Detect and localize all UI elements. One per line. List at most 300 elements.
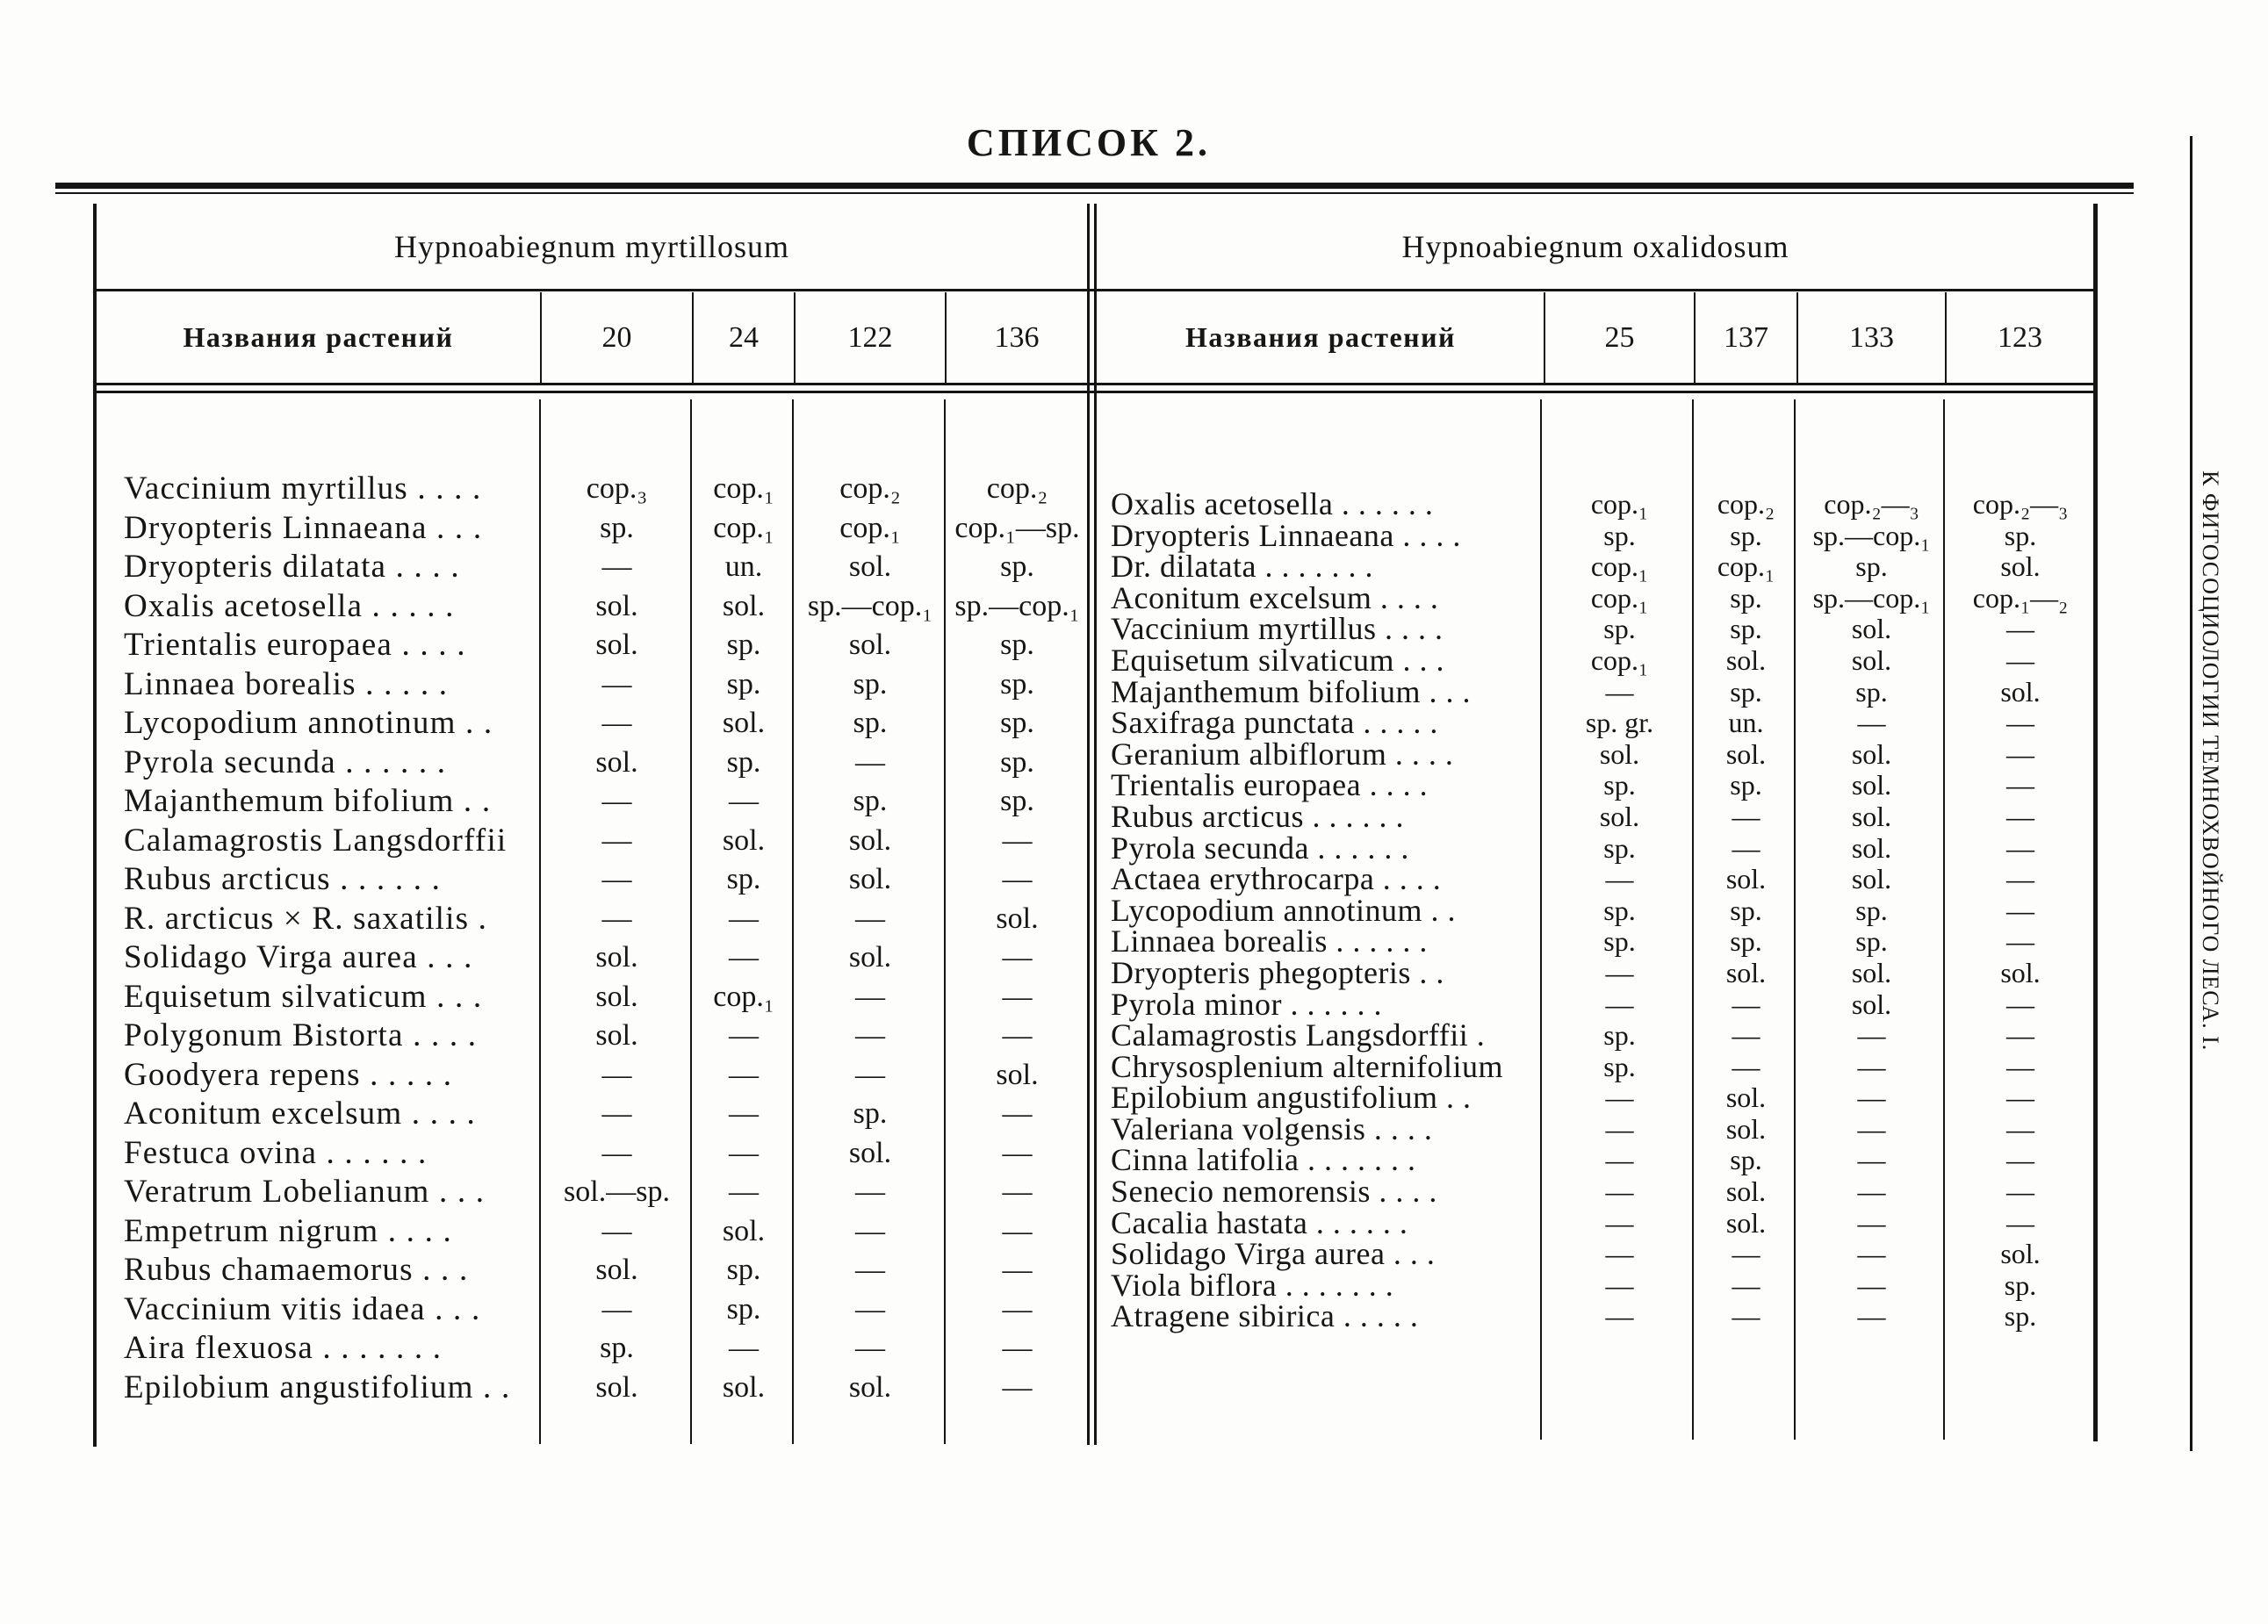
abundance-value: — xyxy=(601,550,632,583)
abundance-value: sp. xyxy=(1855,894,1888,926)
abundance-value: sp.—cop.₁ xyxy=(807,589,933,622)
table-row xyxy=(95,1212,1089,1252)
abundance-value: sp. xyxy=(600,511,634,544)
plant-name: Oxalis acetosella . . . . . xyxy=(124,587,455,624)
abundance-value: — xyxy=(2006,863,2034,895)
plot-number-header: 137 xyxy=(1724,320,1768,354)
abundance-value: sp. xyxy=(726,1254,761,1286)
plant-name: Actaea erythrocarpa . . . . xyxy=(1111,861,1442,897)
plant-name: Geranium albiflorum . . . . xyxy=(1111,736,1454,772)
table-row xyxy=(95,900,1089,939)
abundance-value: — xyxy=(729,1097,759,1130)
abundance-value: cop.₁ xyxy=(1590,488,1649,520)
abundance-value: — xyxy=(1002,863,1033,895)
abundance-value: sp. xyxy=(1603,1050,1636,1082)
abundance-value: sol. xyxy=(1851,613,1892,645)
table-row xyxy=(1098,892,2095,928)
table-row xyxy=(95,1017,1089,1056)
abundance-value: sp. xyxy=(1730,519,1762,551)
abundance-value: sp. xyxy=(1855,550,1888,583)
abundance-value: — xyxy=(1732,831,1760,864)
abundance-value: sp. xyxy=(853,785,888,817)
abundance-value: — xyxy=(1732,800,1760,832)
plant-name: Epilobium angustifolium . . xyxy=(1111,1080,1472,1116)
table-row xyxy=(95,509,1089,549)
abundance-value: — xyxy=(1002,1370,1033,1404)
table-row xyxy=(95,548,1089,587)
abundance-value: sp. xyxy=(1730,894,1762,926)
abundance-value: sp.—cop.₁ xyxy=(954,589,1080,622)
plant-name: Calamagrostis Langsdorffii xyxy=(124,822,508,859)
plant-name: Viola biflora . . . . . . . xyxy=(1111,1267,1394,1303)
table-row xyxy=(95,1369,1089,1408)
abundance-value: cop.₂—₃ xyxy=(1824,488,1919,520)
table-row xyxy=(1098,1204,2095,1240)
table-row xyxy=(95,744,1089,783)
table-row xyxy=(1098,1142,2095,1178)
abundance-value: — xyxy=(1605,1112,1634,1145)
abundance-value: sp. xyxy=(1000,707,1034,739)
plant-name: Lycopodium annotinum . . xyxy=(1111,892,1456,928)
abundance-value: — xyxy=(2006,769,2034,801)
plant-name: Solidago Virga aurea . . . xyxy=(1111,1236,1436,1272)
abundance-value: — xyxy=(729,1175,759,1208)
plant-name: Linnaea borealis . . . . . . xyxy=(1111,923,1428,959)
abundance-value: sol. xyxy=(595,629,638,661)
abundance-value: — xyxy=(1002,980,1033,1013)
abundance-value: — xyxy=(2006,800,2034,832)
abundance-value: sp. xyxy=(1000,629,1034,661)
table-row xyxy=(1098,830,2095,866)
table-row xyxy=(95,704,1089,744)
table-row xyxy=(1098,736,2095,772)
abundance-value: cop.₁—sp. xyxy=(954,511,1080,544)
abundance-value: — xyxy=(1002,1136,1033,1169)
abundance-value: — xyxy=(601,1058,632,1091)
abundance-value: sp. xyxy=(1000,785,1034,817)
plant-name: Atragene sibirica . . . . . xyxy=(1111,1298,1419,1334)
abundance-value: sol. xyxy=(1725,1206,1767,1239)
abundance-value: — xyxy=(1605,1206,1634,1239)
abundance-value: sol. xyxy=(1851,988,1892,1020)
abundance-value: cop.₁ xyxy=(1590,643,1649,676)
abundance-value: — xyxy=(1002,941,1033,974)
plot-number-header: 24 xyxy=(729,320,759,354)
abundance-value: — xyxy=(601,1214,632,1247)
plant-name: Saxifraga punctata . . . . . xyxy=(1111,705,1438,741)
abundance-value: — xyxy=(601,1097,632,1130)
abundance-value: sol. xyxy=(848,863,892,895)
plot-number-header: 133 xyxy=(1849,320,1894,354)
page-title: СПИСОК 2. xyxy=(966,121,1212,164)
table-row xyxy=(1098,1048,2095,1084)
table-row xyxy=(95,1251,1089,1290)
abundance-value: — xyxy=(1002,1214,1033,1247)
abundance-value: — xyxy=(2006,831,2034,864)
top-rule-thick xyxy=(55,183,2134,189)
abundance-value: — xyxy=(729,941,759,974)
abundance-value: — xyxy=(2006,894,2034,926)
abundance-value: — xyxy=(601,863,632,895)
plant-name: Vaccinium myrtillus . . . . xyxy=(124,471,482,507)
plant-name: Calamagrostis Langsdorffii . xyxy=(1111,1017,1486,1053)
abundance-value: sol. xyxy=(1725,1081,1767,1114)
abundance-value: — xyxy=(1002,1254,1033,1286)
abundance-value: — xyxy=(1732,1238,1760,1270)
plant-name: Lycopodium annotinum . . xyxy=(124,705,493,741)
abundance-value: sol. xyxy=(1599,737,1640,770)
plant-name: Equisetum silvaticum . . . xyxy=(124,978,483,1015)
plant-name: Vaccinium myrtillus . . . . xyxy=(1111,611,1444,647)
table-row xyxy=(95,1095,1089,1134)
abundance-value: sol. xyxy=(2000,675,2041,708)
plant-name: Cinna latifolia . . . . . . . xyxy=(1111,1142,1416,1178)
abundance-value: sol. xyxy=(1725,863,1767,895)
plant-name: Vaccinium vitis idaea . . . xyxy=(124,1290,481,1327)
abundance-value: un. xyxy=(1728,707,1764,739)
abundance-value: — xyxy=(1732,1019,1760,1052)
abundance-value: sp. xyxy=(1730,769,1762,801)
abundance-value: — xyxy=(1857,1238,1886,1270)
plant-names-header: Названия растений xyxy=(183,321,454,353)
table-row xyxy=(1098,486,2095,521)
abundance-value: sol. xyxy=(848,1370,892,1404)
abundance-value: — xyxy=(1732,1268,1760,1301)
table-row xyxy=(95,1173,1089,1212)
abundance-value: sp. xyxy=(726,745,761,779)
abundance-value: cop.₂ xyxy=(839,472,901,505)
plant-name: Festuca ovina . . . . . . xyxy=(124,1134,428,1171)
table-row xyxy=(95,1290,1089,1330)
plant-name: Equisetum silvaticum . . . xyxy=(1111,642,1444,678)
plot-number-header: 20 xyxy=(601,320,632,354)
table-row xyxy=(95,782,1089,822)
table-row xyxy=(1098,517,2095,553)
abundance-value: sp.—cop.₁ xyxy=(1812,519,1931,551)
abundance-value: sol. xyxy=(1725,643,1767,676)
abundance-value: — xyxy=(601,1292,632,1326)
abundance-value: cop.₂—₃ xyxy=(1972,488,2069,520)
table-row xyxy=(1098,1017,2095,1053)
abundance-value: sp. xyxy=(726,1292,761,1326)
table-row xyxy=(1098,1298,2095,1334)
abundance-value: — xyxy=(2006,1175,2034,1208)
table-row xyxy=(1098,767,2095,803)
abundance-value: — xyxy=(855,1175,885,1208)
header-rule xyxy=(95,289,2097,291)
abundance-value: sol. xyxy=(848,941,892,974)
abundance-value: sol. xyxy=(848,823,892,857)
abundance-value: — xyxy=(2006,1050,2034,1082)
plot-number-header: 123 xyxy=(1998,320,2042,354)
abundance-value: sp. gr. xyxy=(1585,707,1654,739)
table-row xyxy=(1098,1176,2095,1208)
abundance-value: — xyxy=(1857,1081,1886,1114)
table-row xyxy=(1098,923,2095,959)
abundance-value: sol. xyxy=(595,980,638,1013)
abundance-value: sol. xyxy=(595,1019,638,1052)
abundance-value: sol. xyxy=(595,941,638,974)
abundance-value: — xyxy=(601,667,632,701)
abundance-value: sol. xyxy=(722,1370,766,1404)
running-head-rule xyxy=(2190,136,2192,1451)
abundance-value: — xyxy=(1605,1175,1634,1208)
abundance-value: — xyxy=(729,1058,759,1091)
abundance-value: sp. xyxy=(1855,925,1888,958)
abundance-value: sol. xyxy=(1851,643,1892,676)
abundance-value: sol. xyxy=(1851,800,1892,832)
table-row xyxy=(95,860,1089,900)
plant-name: Rubus chamaemorus . . . xyxy=(124,1252,469,1288)
abundance-value: — xyxy=(1857,1175,1886,1208)
table-row xyxy=(1098,705,2095,741)
abundance-value: — xyxy=(729,785,759,817)
abundance-value: sol. xyxy=(2000,550,2041,583)
abundance-value: sp. xyxy=(1730,613,1762,645)
abundance-value: — xyxy=(1732,988,1760,1020)
abundance-value: — xyxy=(1857,707,1886,739)
plant-name: Goodyera repens . . . . . xyxy=(124,1056,453,1093)
abundance-value: sol. xyxy=(848,1136,892,1169)
abundance-value: cop.₁ xyxy=(713,511,774,544)
table-row xyxy=(95,978,1089,1017)
abundance-value: — xyxy=(729,902,759,935)
table-row xyxy=(1098,642,2095,678)
abundance-value: — xyxy=(1605,1300,1634,1333)
table-row xyxy=(95,938,1089,978)
abundance-value: sol. xyxy=(595,1254,638,1286)
table-row xyxy=(1098,798,2095,834)
table-row xyxy=(95,587,1089,627)
abundance-value: sol. xyxy=(1725,737,1767,770)
abundance-value: cop.₁ xyxy=(839,511,901,544)
plant-name: Trientalis europaea . . . . xyxy=(124,627,466,663)
abundance-value: sp. xyxy=(1730,1144,1762,1176)
abundance-value: cop.₁ xyxy=(1717,550,1775,583)
abundance-value: sol. xyxy=(595,1370,638,1404)
abundance-value: — xyxy=(855,1019,885,1052)
plant-name: Pyrola minor . . . . . . xyxy=(1111,986,1382,1022)
abundance-value: — xyxy=(1605,863,1634,895)
abundance-value: — xyxy=(601,823,632,857)
abundance-value: sp. xyxy=(2004,1300,2037,1333)
plant-name: Cacalia hastata . . . . . . xyxy=(1111,1204,1408,1240)
plot-number-header: 122 xyxy=(847,320,893,354)
table-row xyxy=(1098,1236,2095,1272)
table-row xyxy=(95,626,1089,665)
plot-number-header: 136 xyxy=(994,320,1040,354)
abundance-value: sol. xyxy=(2000,1238,2041,1270)
plant-name: Dryopteris Linnaeana . . . . xyxy=(1111,517,1461,553)
abundance-value: sol. xyxy=(1851,863,1892,895)
abundance-value: sol. xyxy=(1725,1112,1767,1145)
abundance-value: — xyxy=(1002,1175,1033,1208)
abundance-value: cop.₁ xyxy=(713,472,774,505)
abundance-value: sp. xyxy=(2004,519,2037,551)
abundance-value: cop.₃ xyxy=(586,472,648,505)
abundance-value: cop.₂ xyxy=(986,472,1048,505)
abundance-value: sp. xyxy=(600,1332,634,1364)
abundance-value: sol. xyxy=(1851,956,1892,988)
table-row xyxy=(1098,861,2095,897)
table-row xyxy=(1098,579,2095,615)
table-row xyxy=(95,1329,1089,1369)
abundance-value: sol. xyxy=(848,550,892,583)
abundance-value: — xyxy=(855,980,885,1013)
plant-name: Aconitum excelsum . . . . xyxy=(1111,579,1439,615)
abundance-value: sp. xyxy=(1730,675,1762,708)
abundance-value: — xyxy=(1857,1050,1886,1082)
abundance-value: sp. xyxy=(1603,831,1636,864)
table-row xyxy=(95,1056,1089,1096)
plant-name: Pyrola secunda . . . . . . xyxy=(1111,830,1409,866)
abundance-value: sp. xyxy=(1603,894,1636,926)
abundance-value: — xyxy=(2006,643,2034,676)
abundance-value: — xyxy=(729,1332,759,1364)
abundance-value: sol. xyxy=(996,902,1039,935)
plant-name: Linnaea borealis . . . . . xyxy=(124,665,449,702)
table-row xyxy=(1098,986,2095,1022)
table-row xyxy=(1098,673,2095,709)
abundance-value: cop.₁ xyxy=(1590,550,1649,583)
abundance-value: — xyxy=(855,745,885,779)
plant-name: Pyrola secunda . . . . . . xyxy=(124,744,447,780)
abundance-value: — xyxy=(1605,675,1634,708)
abundance-value: sol. xyxy=(1599,800,1640,832)
plant-name: Epilobium angustifolium . . xyxy=(124,1369,511,1405)
abundance-value: sp. xyxy=(1855,675,1888,708)
abundance-value: sp. xyxy=(853,707,888,739)
table-body-myrtillosum xyxy=(95,470,1089,1407)
plant-name: Solidago Virga aurea . . . xyxy=(124,939,473,975)
table-row xyxy=(1098,1110,2095,1146)
abundance-value: — xyxy=(601,785,632,817)
plant-name: Valeriana volgensis . . . . xyxy=(1111,1110,1433,1146)
abundance-value: — xyxy=(855,1058,885,1091)
abundance-value: — xyxy=(855,1214,885,1247)
abundance-value: — xyxy=(1857,1112,1886,1145)
plant-name: Rubus arcticus . . . . . . xyxy=(124,861,442,897)
plant-name: Senecio nemorensis . . . . xyxy=(1111,1174,1437,1210)
abundance-value: — xyxy=(2006,737,2034,770)
abundance-value: sol. xyxy=(2000,956,2041,988)
table-row xyxy=(1098,954,2095,990)
plant-name: Rubus arcticus . . . . . . xyxy=(1111,798,1404,834)
abundance-value: sp. xyxy=(1603,769,1636,801)
table-row xyxy=(1098,611,2095,647)
plant-name: Chrysosplenium alternifolium xyxy=(1111,1048,1503,1084)
abundance-value: sol. xyxy=(595,745,638,779)
abundance-value: sp.—cop.₁ xyxy=(1812,581,1931,614)
abundance-value: — xyxy=(1732,1300,1760,1333)
abundance-value: cop.₁ xyxy=(713,980,774,1013)
abundance-value: — xyxy=(2006,988,2034,1020)
abundance-value: sp. xyxy=(1000,667,1034,701)
abundance-value: sp. xyxy=(1000,745,1034,779)
abundance-value: sol. xyxy=(1725,1175,1767,1208)
abundance-value: sol. xyxy=(848,629,892,661)
plant-name: Dryopteris phegopteris . . xyxy=(1111,954,1444,990)
abundance-value: — xyxy=(855,1292,885,1326)
abundance-value: cop.₁ xyxy=(1590,581,1649,614)
abundance-value: sp. xyxy=(853,667,888,701)
abundance-value: — xyxy=(2006,925,2034,958)
abundance-value: sp. xyxy=(1603,1019,1636,1052)
abundance-value: sol.—sp. xyxy=(564,1175,670,1208)
abundance-value: cop.₂ xyxy=(1717,488,1775,520)
abundance-value: cop.₁—₂ xyxy=(1972,581,2069,614)
abundance-value: — xyxy=(1002,1332,1033,1364)
abundance-value: — xyxy=(855,1254,885,1286)
plant-name: Aconitum excelsum . . . . xyxy=(124,1096,476,1132)
abundance-value: — xyxy=(1002,1097,1033,1130)
abundance-value: — xyxy=(1605,988,1634,1020)
abundance-value: sol. xyxy=(722,1214,766,1247)
abundance-value: sp. xyxy=(1730,581,1762,614)
abundance-value: sp. xyxy=(1000,550,1034,583)
abundance-value: — xyxy=(1605,956,1634,988)
abundance-value: — xyxy=(1002,1019,1033,1052)
plant-name: Empetrum nigrum . . . . xyxy=(124,1212,452,1249)
abundance-value: — xyxy=(729,1136,759,1169)
abundance-value: sol. xyxy=(722,707,766,739)
abundance-value: — xyxy=(2006,1112,2034,1145)
abundance-value: — xyxy=(855,902,885,935)
abundance-value: — xyxy=(1857,1206,1886,1239)
association-title-left: Hypnoabiegnum myrtillosum xyxy=(394,228,789,264)
abundance-value: — xyxy=(2006,613,2034,645)
table-row xyxy=(1098,551,2095,583)
plant-name: Majanthemum bifolium . . . xyxy=(1111,673,1471,709)
abundance-value: — xyxy=(1857,1144,1886,1176)
abundance-value: sol. xyxy=(722,823,766,857)
table-row xyxy=(1098,1267,2095,1303)
association-title-right: Hypnoabiegnum oxalidosum xyxy=(1401,228,1789,264)
abundance-value: sol. xyxy=(595,589,638,622)
abundance-value: — xyxy=(2006,1144,2034,1176)
abundance-value: — xyxy=(2006,1019,2034,1052)
abundance-value: — xyxy=(1605,1238,1634,1270)
table-body-oxalidosum xyxy=(1098,486,2095,1334)
plant-name: Dr. dilatata . . . . . . . xyxy=(1111,549,1373,585)
abundance-value: sp. xyxy=(1730,925,1762,958)
abundance-value: — xyxy=(601,707,632,739)
top-rule-thin xyxy=(55,192,2134,194)
abundance-value: — xyxy=(1605,1268,1634,1301)
plant-name: Dryopteris dilatata . . . . xyxy=(124,549,460,585)
table-row xyxy=(95,822,1089,861)
plant-name: R. arcticus × R. saxatilis . xyxy=(124,900,488,937)
abundance-value: sol. xyxy=(996,1058,1039,1091)
abundance-value: — xyxy=(1605,1081,1634,1114)
abundance-value: sol. xyxy=(722,589,766,622)
abundance-value: sp. xyxy=(726,667,761,701)
abundance-value: — xyxy=(601,902,632,935)
abundance-value: sp. xyxy=(726,629,761,661)
plant-name: Veratrum Lobelianum . . . xyxy=(124,1174,486,1210)
plant-name: Polygonum Bistorta . . . . xyxy=(124,1017,478,1053)
table-row xyxy=(1098,1082,2095,1114)
running-head: К ФИТОСОЦИОЛОГИИ ТЕМНОХВОЙНОГО ЛЕСА. I. xyxy=(2198,471,2223,1052)
abundance-value: — xyxy=(729,1019,759,1052)
abundance-value: — xyxy=(1857,1268,1886,1301)
plant-names-header: Названия растений xyxy=(1185,321,1456,353)
table-row xyxy=(95,1134,1089,1174)
abundance-value: — xyxy=(2006,707,2034,739)
plant-name: Aira flexuosa . . . . . . . xyxy=(124,1330,443,1366)
abundance-value: — xyxy=(1857,1300,1886,1333)
abundance-value: — xyxy=(1732,1050,1760,1082)
